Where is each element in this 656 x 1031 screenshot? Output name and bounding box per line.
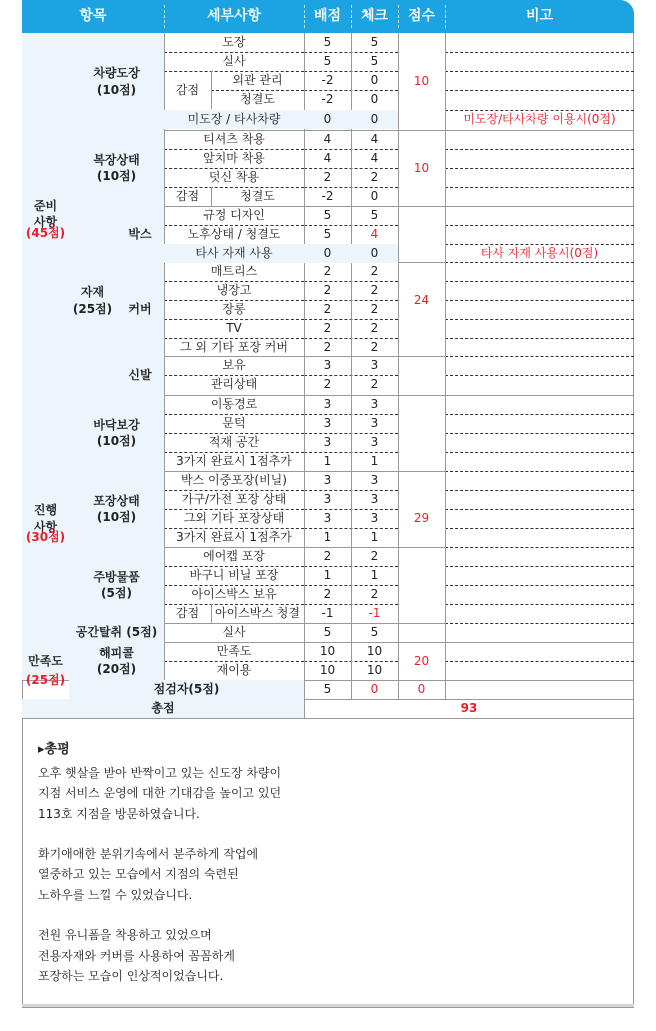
row-divider [445, 187, 634, 188]
table-cell: 재이용 [216, 663, 252, 678]
table-cell: 3 [323, 416, 332, 431]
table-cell: 3 [323, 435, 332, 450]
summary-line: 열중하고 있는 모습에서 지점의 숙련된 [38, 867, 239, 882]
table-cell: 3 [370, 435, 379, 450]
table-cell: 3 [370, 397, 379, 412]
table-cell: 0 [304, 244, 351, 263]
table-cell: 아이스박스 청결 [215, 606, 300, 621]
table-cell: 5 [323, 625, 332, 640]
table-cell: 1 [323, 568, 332, 583]
row-divider [445, 281, 634, 282]
table-cell: 자재 (25점) [69, 206, 116, 395]
row-divider [445, 661, 634, 662]
header-item: 항목 [79, 8, 107, 24]
table-cell: 가구/가전 포장 상태 [181, 492, 287, 507]
table-cell: -2 [321, 92, 334, 107]
summary-line: 전원 유니폼을 착용하고 있었으며 [38, 928, 212, 943]
table-cell: 5 [323, 35, 332, 50]
triangle-bullet-icon: ▸ [38, 742, 45, 757]
section-divider [445, 642, 634, 643]
table-cell: 0 [370, 73, 379, 88]
table-cell: 10 [413, 74, 430, 89]
table-cell: 덧신 착용 [208, 170, 260, 185]
table-cell: 청결도 [240, 189, 275, 204]
summary-line [38, 824, 598, 844]
summary-section [38, 738, 598, 986]
table-cell: 박스 [116, 206, 164, 262]
table-cell: 3가지 완료시 1점추가 [176, 454, 292, 469]
section-divider [445, 206, 634, 207]
table-cell: 3 [323, 492, 332, 507]
table-cell: TV [226, 321, 242, 336]
table-cell: 0 [417, 682, 426, 697]
table-cell: 2 [323, 302, 332, 317]
row-divider [445, 566, 634, 567]
table-cell: 3 [323, 358, 332, 373]
table-cell: 4 [370, 132, 379, 147]
table-cell: 2 [323, 340, 332, 355]
table-cell: 2 [370, 377, 379, 392]
table-cell: (45점) [25, 225, 66, 240]
table-cell: -2 [321, 73, 334, 88]
table-cell: 에어캡 포장 [203, 549, 265, 564]
table-cell: 그 외 기타 포장 커버 [180, 340, 288, 355]
table-cell: 3 [370, 358, 379, 373]
table-cell: 바닥보강 (10점) [69, 395, 164, 471]
table-cell: 2 [323, 283, 332, 298]
row-divider [445, 338, 634, 339]
table-cell: 차량도장 (10점) [69, 33, 164, 130]
table-cell: 5 [370, 208, 379, 223]
table-cell: 24 [413, 293, 430, 308]
table-cell: 0 [370, 682, 379, 697]
summary-bottom-bar [22, 1004, 634, 1007]
table-cell: 10 [413, 160, 430, 175]
table-cell: 2 [323, 321, 332, 336]
table-cell: 2 [370, 283, 379, 298]
table-cell: 포장상태 (10점) [69, 471, 164, 547]
table-cell: 주방물품 (5점) [69, 547, 164, 623]
table-cell: 2 [370, 340, 379, 355]
table-cell: 5 [323, 54, 332, 69]
row-divider [445, 471, 634, 472]
summary-title-text: 총평 [44, 742, 70, 757]
table-cell: 1 [370, 530, 379, 545]
row-divider [445, 225, 634, 226]
header-check: 체크 [360, 8, 389, 24]
table-cell: 3 [323, 473, 332, 488]
table-cell: 3 [323, 397, 332, 412]
table-cell: 2 [370, 170, 379, 185]
table-cell: 0 [304, 110, 351, 129]
row-divider [445, 528, 634, 529]
table-cell: 5 [323, 227, 332, 242]
header-remarks: 비고 [525, 8, 554, 24]
table-cell: 관리상태 [210, 377, 258, 392]
section-divider [445, 680, 634, 681]
table-cell: 그외 기타 포장상태 [183, 511, 285, 526]
table-cell: 1 [323, 530, 332, 545]
table-cell: 총점 [22, 699, 304, 718]
table-cell: 준비 사항 [22, 33, 69, 395]
table-cell: 2 [323, 170, 332, 185]
table-cell: 10 [319, 663, 336, 678]
row-divider [445, 414, 634, 415]
table-cell: 미도장/타사차량 이용시(0점) [463, 112, 616, 127]
table-cell: 4 [370, 151, 379, 166]
table-cell: 아이스박스 보유 [191, 587, 277, 602]
table-cell: -1 [321, 606, 334, 621]
table-cell: 커버 [116, 262, 164, 356]
table-cell: 감점 [175, 606, 200, 621]
table-cell: 미도장 / 타사차량 [164, 110, 304, 129]
section-divider [445, 130, 634, 131]
row-divider [445, 585, 634, 586]
row-divider [445, 300, 634, 301]
table-cell: 3 [370, 473, 379, 488]
table-cell: 3 [370, 511, 379, 526]
row-divider [445, 52, 634, 53]
table-cell: 3 [370, 416, 379, 431]
table-cell: 진행 사항 [22, 395, 69, 642]
summary-line: 포장하는 모습이 인상적이었습니다. [38, 968, 224, 983]
table-cell: 2 [323, 587, 332, 602]
table-cell: 29 [413, 511, 430, 526]
table-cell: 만족도 [22, 642, 69, 680]
table-cell: 냉장고 [216, 283, 252, 298]
table-cell: 2 [323, 377, 332, 392]
table-cell: 티셔츠 착용 [203, 132, 265, 147]
table-cell: 만족도 [216, 644, 252, 659]
row-divider [445, 149, 634, 150]
table-cell: 감점 [175, 82, 200, 97]
table-cell: 4 [323, 132, 332, 147]
summary-line: 오후 햇살을 받아 반짝이고 있는 신도장 차량이 [38, 766, 282, 780]
row-divider [445, 71, 634, 72]
table-cell: 앞치마 착용 [203, 151, 265, 166]
summary-body [38, 763, 598, 986]
table-cell: 2 [370, 587, 379, 602]
table-cell: 도장 [222, 35, 246, 50]
table-cell: 신발 [116, 356, 164, 395]
table-cell: 0 [370, 92, 379, 107]
table-cell: 1 [323, 454, 332, 469]
table-cell: (30점) [25, 529, 66, 544]
column-divider [445, 33, 446, 699]
table-cell: 바구니 비닐 포장 [189, 568, 279, 583]
table-cell: 5 [370, 54, 379, 69]
table-cell: 5 [370, 35, 379, 50]
summary-line [38, 905, 598, 925]
table-cell: 적재 공간 [208, 435, 260, 450]
row-divider [445, 623, 634, 624]
table-cell: 5 [323, 682, 332, 697]
row-divider [445, 356, 634, 357]
summary-line: 노하우를 느낄 수 있었습니다. [38, 887, 193, 902]
table-cell: 0 [351, 110, 398, 129]
table-cell: 10 [366, 644, 383, 659]
table-cell: 10 [319, 644, 336, 659]
table-cell: 점검자(5점) [69, 680, 304, 699]
table-cell: 문턱 [222, 416, 246, 431]
summary-title [38, 738, 598, 757]
row-divider [445, 490, 634, 491]
table-cell: 복장상태 (10점) [69, 130, 164, 206]
table-cell: 타사 자재 사용 [164, 244, 304, 263]
table-cell: 박스 이중포장(비닐) [181, 473, 287, 488]
table-cell: 4 [323, 151, 332, 166]
table-cell: 3가지 완료시 1점추가 [176, 530, 292, 545]
table-cell: (25점) [25, 672, 66, 687]
header-allotted: 배점 [313, 8, 342, 24]
table-cell: 1 [370, 454, 379, 469]
row-divider [445, 433, 634, 434]
section-divider [22, 718, 634, 719]
table-cell: 2 [323, 549, 332, 564]
table-cell: 장롱 [222, 302, 246, 317]
table-cell: 청결도 [240, 92, 275, 107]
table-cell: 보유 [222, 358, 246, 373]
header-score: 점수 [407, 8, 436, 24]
table-cell: 2 [370, 302, 379, 317]
table-cell: 5 [370, 625, 379, 640]
row-divider [445, 168, 634, 169]
table-cell: 93 [460, 701, 478, 716]
table-cell: -2 [321, 189, 334, 204]
table-cell: -1 [368, 606, 381, 621]
summary-line: 전용자재와 커버를 사용하여 꼼꼼하게 [38, 948, 235, 963]
summary-line: 113호 지점을 방문하였습니다. [38, 806, 200, 821]
summary-line: 화기애애한 분위기속에서 분주하게 작업에 [38, 847, 259, 862]
table-cell: 노후상태 / 청결도 [187, 227, 281, 242]
table-cell: 0 [351, 244, 398, 263]
table-cell: 20 [413, 653, 430, 668]
header-detail: 세부사항 [206, 8, 262, 24]
row-divider [445, 375, 634, 376]
table-cell: 5 [323, 208, 332, 223]
table-cell: 감점 [175, 189, 200, 204]
row-divider [445, 319, 634, 320]
row-divider [445, 604, 634, 605]
table-cell: 3 [370, 492, 379, 507]
section-divider [445, 395, 634, 396]
table-cell: 0 [370, 189, 379, 204]
row-divider [445, 452, 634, 453]
row-divider [445, 547, 634, 548]
table-cell: 실사 [222, 54, 246, 69]
table-cell: 2 [370, 549, 379, 564]
table-cell: 공간탈취 (5점) [69, 623, 164, 642]
row-divider [445, 90, 634, 91]
table-cell: 1 [370, 568, 379, 583]
table-cell: 외관 관리 [232, 73, 283, 88]
table-cell: 4 [370, 227, 379, 242]
table-cell: 규정 디자인 [203, 208, 265, 223]
table-cell: 10 [366, 663, 383, 678]
table-cell: 타사 자재 사용시(0점) [480, 246, 599, 261]
table-cell: 실사 [222, 625, 246, 640]
table-cell: 2 [370, 321, 379, 336]
table-cell: 이동경로 [210, 397, 258, 412]
row-divider [445, 509, 634, 510]
table-cell: 3 [323, 511, 332, 526]
table-cell: 매트리스 [210, 264, 258, 279]
table-cell: 2 [370, 264, 379, 279]
summary-line: 지점 서비스 운영에 대한 기대감을 높이고 있던 [38, 786, 282, 801]
table-cell: 2 [323, 264, 332, 279]
table-cell: 해피콜 (20점) [69, 642, 164, 680]
